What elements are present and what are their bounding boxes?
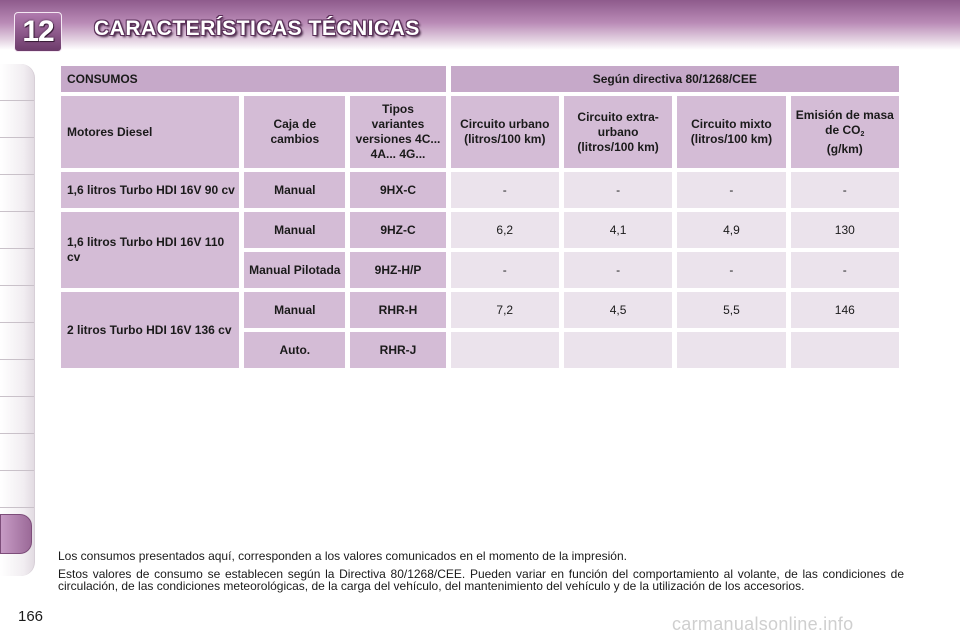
note-paragraph: Estos valores de consumo se establecen según la Directiva 80/1268/CEE. Pueden variar en función del comportamiento al volante, de las condiciones de circulación, de las condiciones meteorológicas, de la carga del vehículo, del mantenimiento del vehículo y de la utilización de los accesorios. (58, 567, 904, 593)
col-engine-header: Motores Diesel (61, 96, 239, 168)
extra-urban-cell (564, 332, 672, 368)
co2-subscript: 2 (860, 130, 865, 138)
table-title: CONSUMOS (61, 66, 446, 92)
side-tab[interactable] (0, 101, 34, 138)
extra-urban-cell: - (564, 172, 672, 208)
chapter-number-badge: 12 (14, 12, 62, 52)
variant-cell: RHR-J (350, 332, 445, 368)
col-urban-header: Circuito urbano (litros/100 km) (451, 96, 559, 168)
table-row (61, 172, 899, 208)
gearbox-cell: Manual (244, 292, 345, 328)
urban-cell: 7,2 (451, 292, 559, 328)
col-co2-header (791, 96, 899, 168)
gearbox-cell: Auto. (244, 332, 345, 368)
side-tab[interactable] (0, 323, 34, 360)
co2-cell: - (791, 252, 899, 288)
side-tab[interactable] (0, 286, 34, 323)
side-tab[interactable] (0, 249, 34, 286)
side-tab[interactable] (0, 175, 34, 212)
directive-header: Según directiva 80/1268/CEE (451, 66, 899, 92)
side-tab[interactable] (0, 397, 34, 434)
variant-cell: 9HX-C (350, 172, 445, 208)
side-tab[interactable] (0, 360, 34, 397)
co2-cell: 146 (791, 292, 899, 328)
mixed-cell: 4,9 (677, 212, 785, 248)
variant-cell: 9HZ-H/P (350, 252, 445, 288)
side-tab-strip (0, 64, 35, 576)
mixed-cell: - (677, 252, 785, 288)
table-row (61, 292, 899, 328)
co2-label: Emisión de masa de CO (795, 107, 894, 137)
consumption-table (56, 62, 904, 372)
side-tab-active[interactable] (0, 514, 32, 554)
engine-cell: 2 litros Turbo HDI 16V 136 cv (61, 292, 239, 368)
co2-cell (791, 332, 899, 368)
col-variants-header: Tipos variantes versiones 4C... 4A... 4G... (350, 96, 445, 168)
mixed-cell: - (677, 172, 785, 208)
co2-cell: - (791, 172, 899, 208)
co2-cell: 130 (791, 212, 899, 248)
col-mixed-header: Circuito mixto (litros/100 km) (677, 96, 785, 168)
mixed-cell (677, 332, 785, 368)
co2-unit: (g/km) (826, 141, 863, 156)
note-paragraph: Los consumos presentados aquí, corresponden a los valores comunicados en el momento de la impresión. (58, 549, 627, 563)
urban-cell: - (451, 172, 559, 208)
watermark: carmanualsonline.info (672, 614, 854, 634)
urban-cell: 6,2 (451, 212, 559, 248)
page-number: 166 (18, 608, 44, 625)
gearbox-cell: Manual (244, 172, 345, 208)
col-extra-urban-header: Circuito extra-urbano (litros/100 km) (564, 96, 672, 168)
engine-cell: 1,6 litros Turbo HDI 16V 110 cv (61, 212, 239, 288)
side-tab[interactable] (0, 471, 34, 508)
variant-cell: 9HZ-C (350, 212, 445, 248)
urban-cell: - (451, 252, 559, 288)
side-tab[interactable] (0, 64, 34, 101)
urban-cell (451, 332, 559, 368)
gearbox-cell: Manual Pilotada (244, 252, 345, 288)
side-tab[interactable] (0, 138, 34, 175)
gearbox-cell: Manual (244, 212, 345, 248)
engine-cell: 1,6 litros Turbo HDI 16V 90 cv (61, 172, 239, 208)
extra-urban-cell: - (564, 252, 672, 288)
chapter-header (0, 0, 960, 50)
extra-urban-cell: 4,1 (564, 212, 672, 248)
variant-cell: RHR-H (350, 292, 445, 328)
extra-urban-cell: 4,5 (564, 292, 672, 328)
col-gearbox-header: Caja de cambios (244, 96, 345, 168)
table-row (61, 212, 899, 248)
side-tab[interactable] (0, 434, 34, 471)
mixed-cell: 5,5 (677, 292, 785, 328)
side-tab[interactable] (0, 212, 34, 249)
chapter-title: CARACTERÍSTICAS TÉCNICAS (94, 17, 420, 40)
